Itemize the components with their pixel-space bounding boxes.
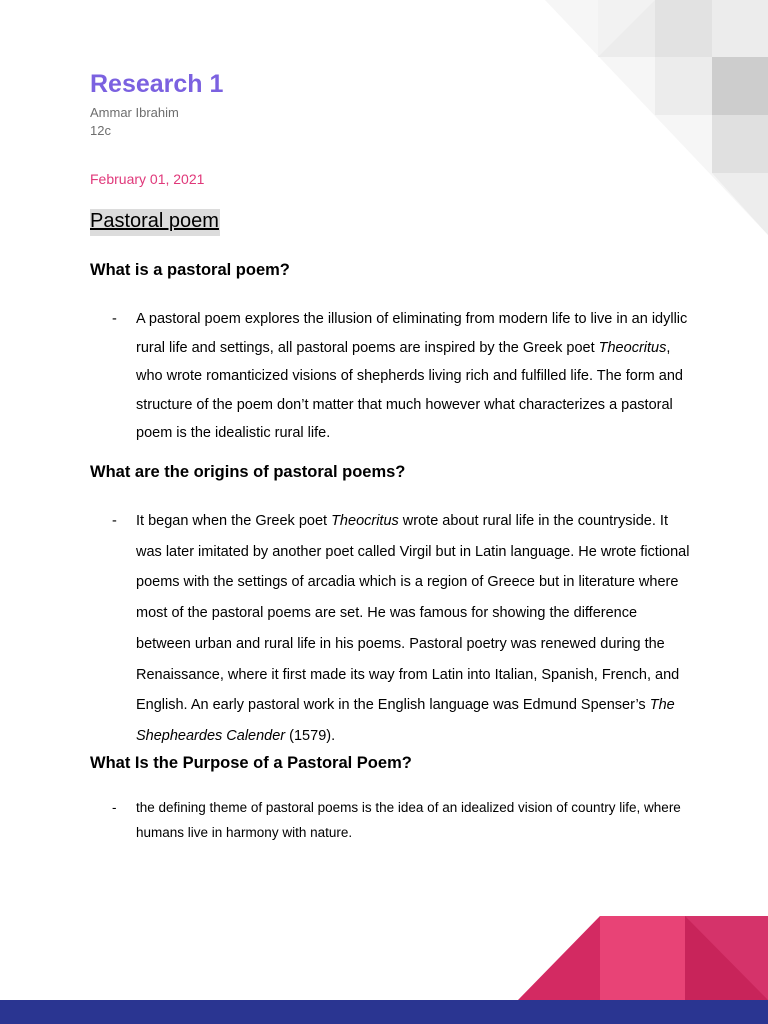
- bullet-item-origins: [90, 506, 690, 752]
- poet-name: Theocritus: [331, 513, 399, 529]
- bullet-text: It began when the Greek poet Theocritus wrote about rural life in the countryside. It was later imitated by another poet called Virgil but in Latin language. He wrote fictional poems with the settings of arcadia which is a region of Greece but in literature where most of the pastoral poems are set. He was famous for showing the difference between urban and rural life in his poems. Pastoral poetry was renewed during the Renaissance, where it first made its way from Latin into Italian, Spanish, French, and English. An early pastoral work in the English language was Edmund Spenser’s The Shepheardes Calender (1579).: [136, 513, 690, 744]
- document-date: February 01, 2021: [90, 171, 205, 187]
- section-question-purpose: What Is the Purpose of a Pastoral Poem?: [90, 754, 412, 772]
- corner-decoration-bottom: [0, 900, 768, 1024]
- class-code: 12c: [90, 123, 111, 138]
- bullet-text: the defining theme of pastoral poems is the idea of an idealized vision of country life, where humans live in harmony with nature.: [136, 800, 681, 840]
- bullet-dash: -: [112, 311, 117, 327]
- bullet-dash: -: [112, 800, 117, 815]
- work-title: The Shepheardes Calender: [136, 697, 675, 744]
- poet-name: Theocritus: [598, 339, 667, 356]
- section-question-what: What is a pastoral poem?: [90, 261, 290, 279]
- document-title: Research 1: [90, 70, 224, 98]
- topic-heading: Pastoral poem: [90, 209, 220, 236]
- bullet-item-what: [90, 305, 690, 448]
- section-question-origins: What are the origins of pastoral poems?: [90, 463, 406, 481]
- author-name: Ammar Ibrahim: [90, 105, 179, 120]
- bullet-dash: -: [112, 513, 117, 529]
- bullet-item-purpose: [90, 795, 690, 845]
- bullet-text: A pastoral poem explores the illusion of eliminating from modern life to live in an idyllic rural life and settings, all pastoral poems are inspired by the Greek poet Theocritus, who wrote romanticized visions of shepherds living rich and fulfilled life. The form and structure of the poem don’t matter that much however what characterizes a pastoral poem is the idealistic rural life.: [136, 311, 688, 442]
